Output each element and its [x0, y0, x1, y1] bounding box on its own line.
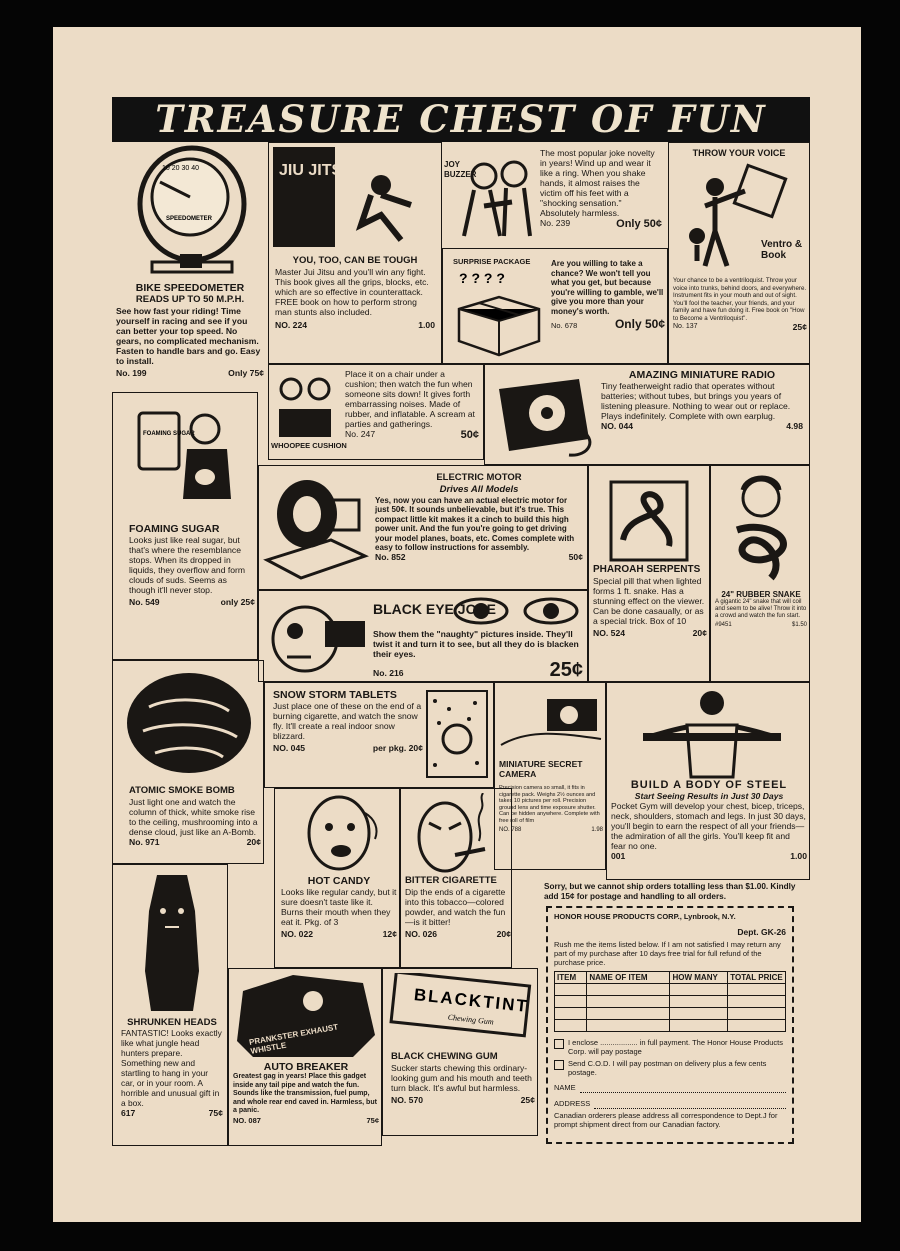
voice-number: No. 137: [673, 323, 698, 330]
whoopee-price: 50¢: [460, 429, 479, 441]
camera-text: Precision camera so small, it fits in cigarette pack. Weighs 2½ ounces and takes 10 pictures per roll. Precision ground lens and time exposure shutter. Can be hidden anywhere. Complete with free roll of film: [499, 785, 600, 824]
foaming-number: No. 549: [129, 597, 160, 607]
ad-foaming-sugar: [112, 392, 258, 660]
autobreaker-heading: AUTO BREAKER: [263, 1061, 349, 1073]
steel-subheading: Start Seeing Results in Just 30 Days: [634, 791, 784, 801]
surprise-number: No. 678: [551, 320, 578, 330]
foaming-sugar-illustration: [127, 399, 245, 509]
radio-heading: AMAZING MINIATURE RADIO: [628, 369, 776, 381]
ad-shrunken-heads: [112, 864, 228, 1146]
order-table[interactable]: [554, 971, 786, 1032]
order-col-name: NAME OF ITEM: [587, 972, 670, 984]
order-row[interactable]: [555, 984, 786, 996]
snake-text: A gigantic 24" snake that will coil and seem to be alive! Throw it into a crowd and watch the fun start.: [715, 599, 807, 619]
voice-price: 25¢: [792, 322, 807, 332]
gum-price: 25¢: [520, 1095, 535, 1105]
gum-pack-illustration: [389, 973, 533, 1041]
surprise-text: Are you willing to take a chance? We won't tell you what you get, but because you're willing to gamble, we'll give you more than your money's worth.: [551, 259, 664, 316]
snowstorm-text: Just place one of these on the end of a burning cigarette, and watch the snow fly. It'll create a real indoor snow blizzard.: [273, 701, 422, 741]
steel-number: 001: [611, 851, 626, 861]
page-title: TREASURE CHEST OF FUN: [112, 97, 810, 142]
serpents-text: Special pill that when lighted forms 1 ft. snake. Has a stunning effect on the viewer. Can be done casaually, or as a special trick. Box of 10: [593, 576, 705, 626]
autobreaker-number: NO. 087: [233, 1115, 261, 1125]
hotcandy-number: NO. 022: [281, 929, 314, 939]
jiu-jitsu-book-illustration: [271, 145, 439, 253]
order-address-field[interactable]: [594, 1099, 786, 1109]
hotcandy-price: 12¢: [382, 929, 397, 939]
atomic-heading: ATOMIC SMOKE BOMB: [129, 785, 235, 796]
radio-price: 4.98: [786, 421, 803, 431]
motor-heading: ELECTRIC MOTOR: [436, 472, 522, 483]
order-row[interactable]: [555, 996, 786, 1008]
black-eye-text: Show them the "naughty" pictures inside. They'll twist it and turn it to see, but all they do is blacken their eyes.: [373, 629, 579, 659]
camera-number: NO. 788: [499, 826, 522, 833]
jiu-jitsu-number: NO. 224: [275, 320, 308, 330]
jiu-jitsu-price: 1.00: [418, 320, 435, 330]
ad-whoopee-cushion: [268, 364, 484, 460]
ad-bitter-cigarette: [400, 788, 512, 968]
shrunken-head-illustration: [137, 871, 207, 1017]
gum-text: Sucker starts chewing this ordinary-looking gum and his mouth and teeth turn black. It's awful but harmless.: [391, 1063, 532, 1093]
serpents-price: 20¢: [692, 628, 707, 638]
order-address-label: ADDRESS: [554, 1099, 591, 1108]
bitter-cigarette-illustration: [409, 793, 499, 879]
voice-text: Your chance to be a ventriloquist. Throw your voice into trunks, behind doors, and everywhere. Instrument fits in your mouth and out of sight. You'll fool the teacher, your friends, and your family and have fun doing it. Free book on "How to Become a Ventriloquist".: [673, 277, 807, 322]
speedometer-price: Only 75¢: [228, 368, 264, 378]
surprise-label: SURPRISE PACKAGE: [453, 257, 531, 266]
radio-illustration: [489, 369, 599, 461]
whoopee-text: Place it on a chair under a cushion; then watch the fun when someone sits down! It gives forth embarrassing noises. Made of rubber, and inflatable. A scream at parties and gatherings.: [345, 369, 475, 429]
shrunken-heading: SHRUNKEN HEADS: [127, 1017, 217, 1028]
whoopee-cushion-illustration: [273, 369, 337, 439]
black-eye-price: 25¢: [549, 659, 583, 681]
snowstorm-price: per pkg. 20¢: [372, 743, 423, 753]
jiu-jitsu-heading: YOU, TOO, CAN BE TOUGH: [292, 255, 418, 266]
shrunken-price: 75¢: [208, 1108, 223, 1118]
gum-pack-sub: Chewing Gum: [447, 1012, 495, 1027]
foaming-price: only 25¢: [220, 597, 255, 607]
ad-black-eye-joke: [258, 590, 588, 682]
autobreaker-price: 75¢: [366, 1115, 379, 1125]
ad-electric-motor: [258, 465, 588, 590]
steel-price: 1.00: [790, 851, 807, 861]
order-table-header: [555, 972, 786, 984]
motor-text: Yes, now you can have an actual electric motor for just 50¢. It sounds unbelievable, but it's true. This compact little kit makes it a cinch to build this high power unit. And the fun you're going to get driving your model planes, boats, etc. Comes complete with easy to follow instructions for assembly.: [375, 496, 575, 553]
hotcandy-text: Looks like regular candy, but it sure doesn't taste like it. Burns their mouth when they eat it. Pkg. of 3: [281, 887, 397, 927]
order-col-item: ITEM: [555, 972, 587, 984]
svg-text:? ? ? ?: ? ? ? ?: [459, 270, 505, 286]
bittercig-text: Dip the ends of a cigarette into this tobacco—colored powder, and watch the fun—is it bitter!: [405, 887, 506, 927]
foaming-jar-label: FOAMING SUGAR: [143, 431, 195, 437]
order-row[interactable]: [555, 1020, 786, 1032]
enclose-checkbox[interactable]: [554, 1039, 564, 1049]
order-col-qty: HOW MANY: [670, 972, 728, 984]
black-eye-heading: BLACK EYE JOKE: [373, 601, 496, 617]
surprise-price: Only 50¢: [614, 316, 665, 331]
snake-number: #9451: [715, 622, 732, 628]
ad-auto-breaker: [228, 968, 382, 1146]
ad-bike-speedometer: [112, 142, 268, 392]
joy-buzzer-text: The most popular joke novelty in years! Wind up and wear it like a ring. When you shake hands, it almost raises the victim off his feet with a "shocking sensation." Absolutely harmless.: [540, 148, 655, 218]
speedometer-text: See how fast your riding! Time yourself in racing and see if you can better your top speed. No gears, no complicated mechanism. Fasten to handle bars and go. Easy to install.: [116, 306, 261, 366]
shrunken-number: 617: [121, 1108, 136, 1118]
ad-miniature-radio: [484, 364, 810, 465]
joy-buzzer-number: No. 239: [540, 218, 571, 228]
motor-subheading: Drives All Models: [439, 484, 519, 495]
serpents-number: NO. 524: [593, 628, 626, 638]
foaming-heading: FOAMING SUGAR: [129, 523, 220, 535]
ad-rubber-snake: [710, 465, 810, 682]
strongman-illustration: [637, 685, 787, 779]
speedometer-subheading: READS UP TO 50 M.P.H.: [135, 294, 245, 305]
snow-storm-illustration: [425, 689, 489, 781]
serpent-illustration: [609, 480, 689, 562]
voice-book-label: Ventro & Book: [761, 239, 803, 261]
jiu-jitsu-book-title: JIU JITSU: [279, 162, 354, 179]
radio-text: Tiny featherweight radio that operates without batteries; without tubes, but brings you years of listening pleasure. Nothing to wear out or replace. Plays indefinitely. Complete with own earplug.: [601, 381, 791, 421]
motor-price: 50¢: [568, 552, 583, 563]
bittercig-price: 20¢: [496, 929, 511, 939]
order-enclose: I enclose .................. in full payment. The Honor House Products Corp. will pay postage: [568, 1038, 783, 1056]
shrunken-text: FANTASTIC! Looks exactly like what jungle head hunters prepare. Something new and startling to hang in your car, or in your room. A horrible and unusual gift in a box.: [121, 1028, 222, 1108]
voice-heading: THROW YOUR VOICE: [692, 148, 786, 158]
speedometer-illustration: [132, 142, 252, 282]
package-illustration: [449, 269, 545, 359]
order-canada: Canadian orderers please address all correspondence to Dept.J for prompt shipment direct from our Canadian factory.: [554, 1111, 778, 1129]
order-company: HONOR HOUSE PRODUCTS CORP., Lynbrook, N.Y.: [554, 912, 736, 921]
order-cod: Send C.O.D. I will pay postman on delivery plus a few cents postage.: [568, 1059, 767, 1077]
steel-heading: BUILD A BODY OF STEEL: [630, 779, 788, 791]
order-name-label: NAME: [554, 1083, 576, 1092]
whoopee-label: WHOOPEE CUSHION: [271, 441, 347, 450]
ad-jiu-jitsu: [268, 142, 442, 364]
ad-throw-your-voice: [668, 142, 810, 364]
order-notice: [540, 880, 810, 906]
foaming-text: Looks just like real sugar, but that's where the resemblance stops. When its dropped in liquids, they overflow and form clouds of suds. Seems as though it'll never stop.: [129, 535, 246, 595]
ad-black-chewing-gum: [382, 968, 538, 1136]
bittercig-number: NO. 026: [405, 929, 438, 939]
black-eye-number: No. 216: [373, 668, 404, 678]
ad-hot-candy: [274, 788, 400, 968]
atomic-price: 20¢: [246, 837, 261, 847]
ad-atomic-smoke-bomb: [112, 660, 264, 864]
ad-joy-buzzer: [442, 142, 668, 248]
svg-text:10 20 30 40: 10 20 30 40: [162, 165, 199, 172]
hotcandy-heading: HOT CANDY: [307, 875, 371, 887]
ad-snow-storm-tablets: [264, 682, 494, 788]
joy-buzzer-price: Only 50¢: [616, 218, 662, 230]
speedometer-dial-label: SPEEDOMETER: [166, 216, 213, 222]
gum-heading: BLACK CHEWING GUM: [391, 1051, 498, 1062]
atomic-number: No. 971: [129, 837, 160, 847]
snake-heading: 24" RUBBER SNAKE: [721, 590, 801, 599]
gum-pack-label: BLACKTINT: [413, 985, 530, 1017]
rubber-snake-illustration: [717, 470, 805, 582]
steel-text: Pocket Gym will develop your chest, bicep, triceps, neck, shoulders, stomach and legs. In just 30 days, you'll begin to earn the respect of all your friends—the admiration of all the girls. You'll keep fit and fear no one.: [611, 801, 806, 851]
order-intro: Rush me the items listed below. If I am not satisfied I may return any part of my purchase after 10 days free trial for full refund of the purchase price.: [554, 940, 781, 967]
speedometer-number: No. 199: [116, 368, 147, 378]
camera-heading: MINIATURE SECRET CAMERA: [499, 759, 583, 779]
atomic-text: Just light one and watch the column of thick, white smoke rise to the ceiling, mushrooming into a dense cloud, just like an A-Bomb.: [129, 797, 258, 837]
jiu-jitsu-text: Master Jui Jitsu and you'll win any fight. This book gives all the grips, blocks, etc. which are so effective in counterattack. FREE book on how to perform strong man stunts also included.: [275, 267, 429, 317]
cod-checkbox[interactable]: [554, 1060, 564, 1070]
smoke-cloud-illustration: [119, 667, 259, 779]
ad-pharoah-serpents: [588, 465, 710, 682]
order-notice-text: Sorry, but we cannot ship orders totalling less than $1.00. Kindly add 15¢ for postage and handling to all orders.: [544, 882, 796, 901]
order-name-field[interactable]: [580, 1083, 786, 1093]
electric-motor-illustration: [261, 470, 369, 586]
motor-number: No. 852: [375, 552, 406, 563]
camera-illustration: [499, 689, 603, 759]
snake-price: $1.50: [791, 622, 807, 628]
order-row[interactable]: [555, 1008, 786, 1020]
ad-body-of-steel: [606, 682, 810, 880]
autobreaker-text: Greatest gag in years! Place this gadget inside any tail pipe and watch the fun. Sounds like the transmission, fuel pump, and whole rear end caved in. Harmless, but a panic.: [233, 1073, 377, 1115]
joy-buzzer-label: JOY BUZZER: [444, 160, 477, 179]
gum-number: NO. 570: [391, 1095, 424, 1105]
speedometer-heading: BIKE SPEEDOMETER: [135, 282, 245, 294]
order-dept: Dept. GK-26: [737, 927, 786, 937]
snowstorm-number: NO. 045: [273, 743, 306, 753]
radio-number: NO. 044: [601, 421, 634, 431]
whoopee-number: No. 247: [345, 429, 376, 439]
snowstorm-heading: SNOW STORM TABLETS: [273, 689, 397, 701]
order-coupon[interactable]: [546, 906, 794, 1144]
serpents-heading: PHAROAH SERPENTS: [593, 564, 701, 575]
ad-surprise-package: [442, 248, 668, 364]
black-eye-illustration: [265, 595, 371, 679]
order-col-total: TOTAL PRICE: [728, 972, 786, 984]
bittercig-heading: BITTER CIGARETTE: [405, 875, 497, 886]
camera-price: 1.98: [591, 826, 603, 833]
hot-candy-illustration: [295, 793, 385, 877]
whistle-label: PRANKSTER EXHAUST WHISTLE: [248, 1022, 339, 1056]
